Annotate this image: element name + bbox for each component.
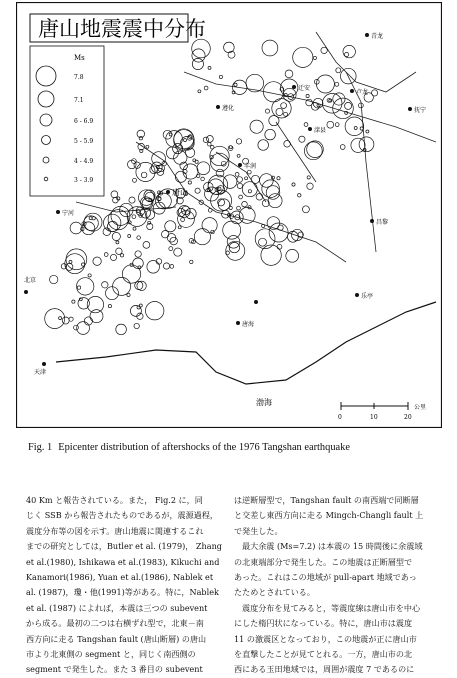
text-line: じく SSB から報告されたものであるが，震源過程， xyxy=(26,510,219,521)
text-line: 最大余震 (Ms=7.2) は本震の 15 時間後に余震域 xyxy=(242,541,423,552)
text-line: Kanamori(1986), Yuan et al.(1986), Nablek et xyxy=(26,572,214,583)
body-text-right-column xyxy=(234,493,440,678)
text-line: 11 の激震区となっており，この地震が正に唐山市 xyxy=(234,633,417,644)
city-dot xyxy=(166,190,170,194)
city-dot xyxy=(24,290,28,294)
epicenter-map-figure xyxy=(16,2,442,428)
scale-tick-10: 10 xyxy=(370,414,378,421)
place-label-qianan: 迁安 xyxy=(298,85,311,92)
legend-label: 7.1 xyxy=(74,97,84,104)
text-line: にした楕円状になっている。特に，唐山市は震度 xyxy=(234,618,413,629)
epicenter-map xyxy=(16,2,442,428)
legend-label: 7.8 xyxy=(74,74,84,81)
place-label-beijing: 北京 xyxy=(24,277,37,284)
text-line: の北東端部分で発生した。この地震は正断層型で xyxy=(234,556,413,567)
city-dot xyxy=(292,85,296,89)
text-line: segment で発生した。また 3 番目の subevent xyxy=(26,664,203,675)
body-text-left-column xyxy=(26,493,222,678)
text-line: 西方向に走る Tangshan fault (唐山断層) の唐山 xyxy=(26,633,207,644)
city-dot xyxy=(254,300,258,304)
text-line: 西にある玉田地域では，周囲が震度 7 であるのに xyxy=(234,664,415,675)
figure-caption xyxy=(28,442,448,453)
scale-tick-20: 20 xyxy=(404,414,412,421)
city-dot xyxy=(370,219,374,223)
map-title: 唐山地震震中分布 xyxy=(38,17,206,41)
city-dot xyxy=(365,33,369,37)
place-label-funing: 抚宁 xyxy=(414,107,427,114)
caption-label: Fig. 1 xyxy=(28,442,53,453)
legend-header: Ms xyxy=(74,54,85,62)
place-label-lulong: 卢龙 xyxy=(356,89,369,96)
text-line: et al.(1980), Ishikawa et al.(1983), Kikuchi and xyxy=(26,556,220,567)
text-line: までの研究としては，Butler et al. (1979)， Zhang xyxy=(26,541,222,552)
city-dot xyxy=(355,293,359,297)
legend-label: 5 - 5.9 xyxy=(74,138,94,145)
text-line: で発生した。 xyxy=(234,525,283,536)
text-line: 40 Km と報告されている。また， Fig.2 に，同 xyxy=(26,495,203,505)
place-label-ninghe: 宁河 xyxy=(62,210,75,217)
text-line: 震度分布を見てみると，等震度線は唐山市を中心 xyxy=(242,602,421,613)
text-line: は逆断層型で，Tangshan fault の南西端で同断層 xyxy=(234,495,419,505)
place-label-luanxian: 滦县 xyxy=(314,127,327,134)
city-dot xyxy=(238,163,242,167)
legend-label: 3 - 3.9 xyxy=(74,177,94,184)
city-dot xyxy=(308,127,312,131)
place-label-fengrun: 丰润 xyxy=(244,163,257,170)
legend-label: 4 - 4.9 xyxy=(74,158,94,165)
place-label-tianjin: 天津 xyxy=(34,369,47,376)
text-line: 市より北東側の segment と，同じく南西側の xyxy=(26,649,196,660)
legend-label: 6 - 6.9 xyxy=(74,118,94,125)
text-line: al. (1987)，瓊・他(1991)等がある。特に，Nablek xyxy=(26,587,219,598)
place-label-qinglong: 青龙 xyxy=(371,33,384,40)
text-line: 震度分布等の図を示す。唐山地震に関連するこれ xyxy=(26,525,204,536)
city-dot xyxy=(408,107,412,111)
scale-label: 公里 xyxy=(414,404,427,411)
place-label-changli: 昌黎 xyxy=(376,219,389,226)
city-dot xyxy=(56,210,60,214)
text-line: から成る。最初の二つは右横ずれ型で，北東－南 xyxy=(26,618,204,629)
city-dot xyxy=(350,89,354,93)
city-dot xyxy=(216,105,220,109)
place-label-bohai: 渤海 xyxy=(256,398,272,407)
scale-tick-0: 0 xyxy=(338,414,342,421)
city-dot xyxy=(236,321,240,325)
text-line: あった。これはこの地域が pull-apart 地域であっ xyxy=(234,572,417,583)
text-line: たためとされている。 xyxy=(234,587,315,598)
place-label-leting: 乐亭 xyxy=(361,293,374,300)
text-line: と交差し東西方向に走る Mingch-Changli fault 上 xyxy=(234,510,424,521)
place-label-zunhua: 遵化 xyxy=(222,105,235,112)
place-label-tangshan: 唐山 xyxy=(172,188,188,197)
caption-text: Epicenter distribution of aftershocks of the 1976 Tangshan earthquake xyxy=(58,442,350,453)
city-dot xyxy=(42,362,46,366)
place-label-tanghai: 唐海 xyxy=(242,321,255,328)
text-line: を直撃したことが見てとれる。一方，唐山市の北 xyxy=(234,649,413,660)
text-line: et al. (1987) によれば，本震は三つの subevent xyxy=(26,602,208,613)
